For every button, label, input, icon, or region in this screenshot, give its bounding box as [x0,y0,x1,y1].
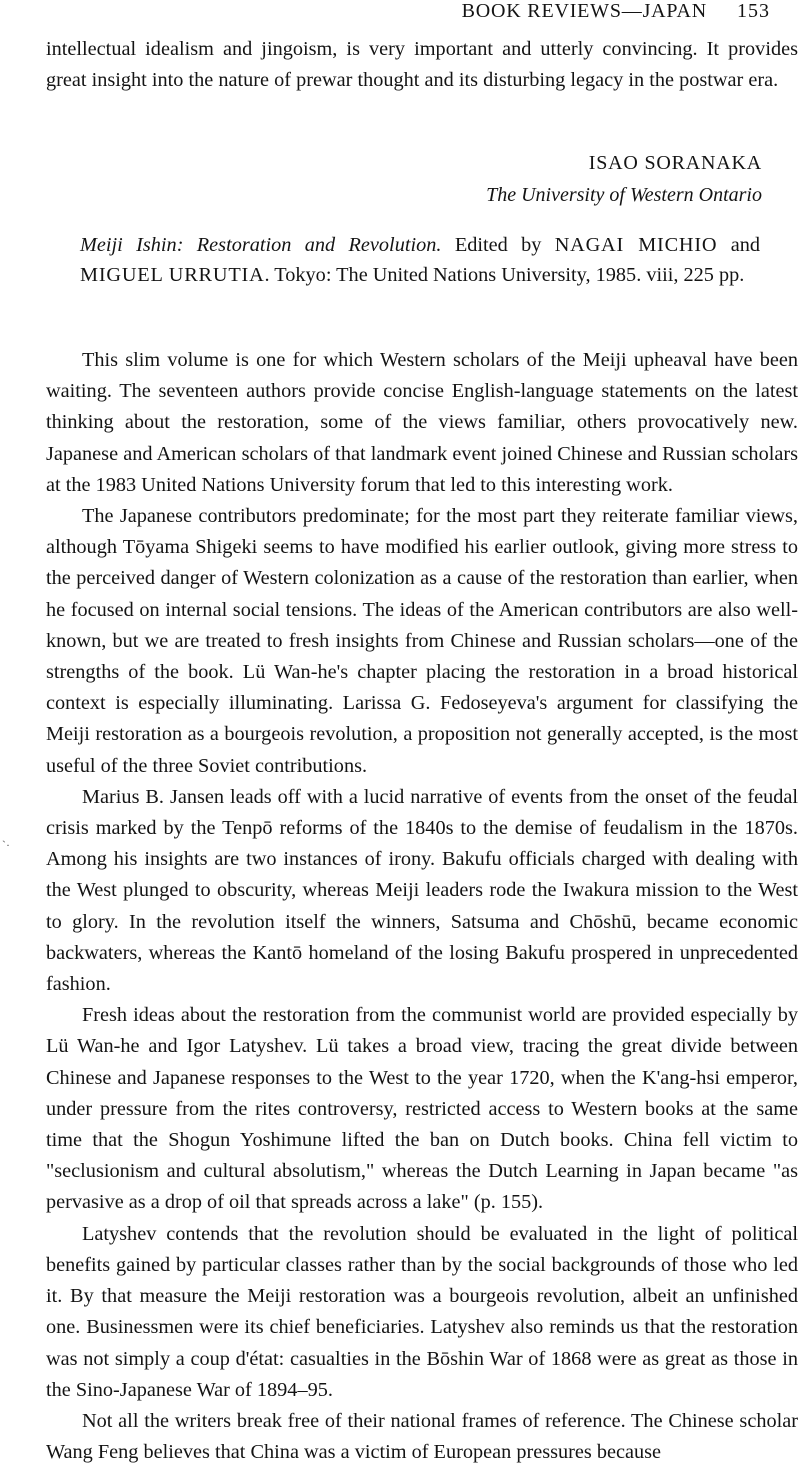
editor-name: MIGUEL URRUTIA [80,263,265,286]
edited-by-prefix: Edited by [454,234,542,256]
previous-review-closing-paragraph: intellectual idealism and jingoism, is very important and utterly convincing. It provides great insight into the nature of prewar thought and its disturbing legacy in the postwar era. [46,38,798,92]
body-paragraph: Marius B. Jansen leads off with a lucid narrative of events from the onset of the feudal crisis marked by the Tenpō reforms of the 1840s to the demise of feudalism in the 1870s. Among his insights are two instances of irony. Bakufu officials charged with dealing with the West plunged to obscurity, whereas Meiji leaders rode the Iwakura mission to the West to glory. In the revolution itself the winners, Satsuma and Chōshū, became economic backwaters, whereas the Kantō homeland of the losing Bakufu prospered in unprecedented fashion. [46,785,798,996]
reviewer-affiliation: The University of Western Ontario [486,184,762,206]
running-head [462,0,770,23]
running-head-title: BOOK REVIEWS—JAPAN [461,0,707,22]
and-word: and [730,234,760,256]
body-paragraph: Latyshev contends that the revolution should be evaluated in the light of political benefits gained by particular classes rather than by the social backgrounds of those who led it. By that measure the Meiji restoration was a bourgeois revolution, albeit an unfinished one. Businessmen were its chief beneficiaries. Latyshev also reminds us that the restoration was not simply a coup d'état: casualties in the Bōshin War of 1868 were as great as those in the Sino-Japanese War of 1894–95. [46,1222,798,1401]
reviewer-name: ISAO SORANAKA [588,152,762,174]
book-title: Meiji Ishin: Restoration and Revolution. [80,234,442,256]
editor-name: NAGAI MICHIO [554,234,718,256]
page-number: 153 [737,0,770,22]
body-paragraph: Not all the writers break free of their national frames of reference. The Chinese scholar Wang Feng believes that China was a victim of European pressures because [46,1409,798,1464]
body-paragraph: Fresh ideas about the restoration from the communist world are provided especially by Lü Wan-he and Igor Latyshev. Lü takes a broad view, tracing the great divide between Chinese and Japanese responses to the West to the year 1720, when the K'ang-hsi emperor, under pressure from the rites controversy, restricted access to Western books at the same time that the Shogun Yoshimune lifted the ban on Dutch books. China fell victim to "seclusionism and cultural absolutism," whereas the Dutch Learning in Japan became "as pervasive as a drop of oil that spreads across a lake" (p. 155). [46,1004,798,1214]
scan-mark: `· [2,838,10,852]
body-paragraph: This slim volume is one for which Western scholars of the Meiji upheaval have been waiting. The seventeen authors provide concise English-language statements on the latest thinking about the restoration, some of the views familiar, others provocatively new. Japanese and American scholars of that landmark event joined Chinese and Russian scholars at the 1983 United Nations University forum that led to this interesting work. [46,349,798,496]
publication-details: . Tokyo: The United Nations University, 1985. viii, 225 pp. [264,263,745,286]
review-body [46,345,798,1468]
book-citation [80,231,760,290]
body-paragraph: The Japanese contributors predominate; for the most part they reiterate familiar views, although Tōyama Shigeki seems to have modified his earlier outlook, giving more stress to the perceived danger of Western colonization as a cause of the restoration than earlier, when he focused on internal social tensions. The ideas of the American contributors are also well-known, but we are treated to fresh insights from Chinese and Russian scholars—one of the strengths of the book. Lü Wan-he's chapter placing the restoration in a broad historical context is especially illuminating. Larissa G. Fedoseyeva's argument for classifying the Meiji restoration as a bourgeois revolution, a proposition not generally accepted, is the most useful of the three Soviet contributions. [46,505,798,777]
